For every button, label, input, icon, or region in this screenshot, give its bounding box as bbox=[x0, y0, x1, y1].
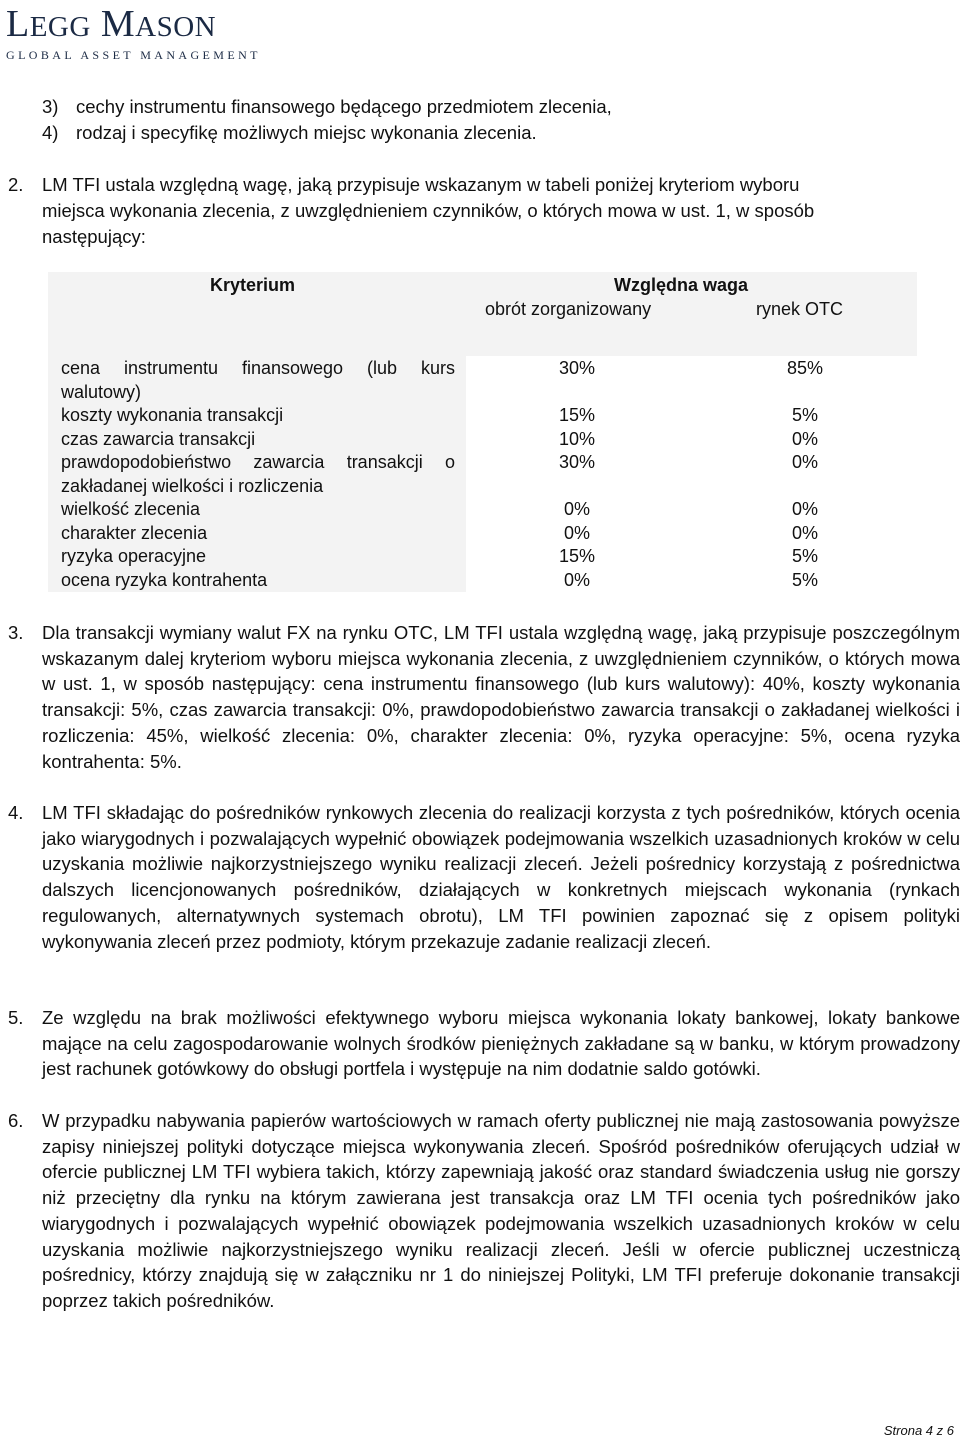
row-otc-weight: 0% bbox=[791, 523, 818, 543]
row-organized-weight: 10% bbox=[558, 429, 596, 449]
section-paragraph: Ze względu na brak możliwości efektywnego wyboru miejsca wykonania lokaty bankowej, lokaty bankowe mające na celu zagospodarowanie wolnych środków pieniężnych zakładane są w banku, w którym prowadzony jest rachunek gotówkowy do obsługi portfela i występuje na nim dodatnie saldo gotówki. bbox=[42, 1007, 960, 1080]
header-criterion: Kryterium bbox=[210, 275, 296, 295]
section-line: następujący: bbox=[42, 226, 146, 247]
row-criterion: cena instrumentu finansowego (lub kurs walutowy) bbox=[61, 358, 455, 402]
section-paragraph: Dla transakcji wymiany walut FX na rynku OTC, LM TFI ustala względną wagę, jaką przypisuje poszczególnym wskazanym dalej kryteriom wyboru miejsca wykonania zlecenia, z uwzględnieniem czynników, o których mowa w ust. 1, w sposób następujący: cena instrumentu finansowego (lub kurs walutowy): 40%, koszty wykonania transakcji: 5%, czas zawarcia transakcji: 0%, prawdopodobieństwo zawarcia transakcji o zakładanej wielkości i rozliczenia: 45%, wielkość zlecenia: 0%, charakter zlecenia: 0%, ryzyka operacyjne: 5%, ocena ryzyka kontrahenta: 5%. bbox=[42, 622, 960, 772]
section-number: 2. bbox=[8, 174, 24, 195]
list-item-number: 4) bbox=[42, 122, 59, 143]
page-number: Strona 4 z 6 bbox=[883, 1423, 954, 1438]
section-paragraph: W przypadku nabywania papierów wartościowych w ramach oferty publicznej nie mają zastosowania powyższe zapisy niniejszej polityki dotyczące miejsca wykonywania zleceń. Spośród pośredników oferujących udział w ofercie publicznej LM TFI wybiera takich, którzy zapewniają jakość oraz standard świadczenia usług nie gorszy niż przeciętny dla rynku na którym zawierana jest transakcja oraz LM TFI ocenia tych pośredników jako wiarygodnych i pozwalających wypełnić obowiązek podejmowania wszelkich uzasadnionych kroków w celu uzyskania możliwie najkorzystniejszego wyniku realizacji zleceń. Jeśli w ofercie publicznej uczestniczą pośrednicy, którzy znajdują się w załączniku nr 1 do niniejszej Polityki, LM TFI preferuje dokonanie transakcji poprzez takich pośredników. bbox=[42, 1110, 960, 1311]
section-number: 5. bbox=[8, 1007, 24, 1028]
section-line: LM TFI ustala względną wagę, jaką przypisuje wskazanym w tabeli poniżej kryteriom wyboru bbox=[42, 174, 800, 195]
row-criterion: ocena ryzyka kontrahenta bbox=[61, 570, 268, 590]
row-organized-weight: 15% bbox=[558, 546, 596, 566]
row-criterion: czas zawarcia transakcji bbox=[61, 429, 256, 449]
row-organized-weight: 30% bbox=[558, 452, 596, 472]
row-criterion: wielkość zlecenia bbox=[61, 499, 201, 519]
row-otc-weight: 0% bbox=[791, 499, 818, 519]
list-item-number: 3) bbox=[42, 96, 59, 117]
logo-name: LEGG MASON bbox=[6, 3, 217, 45]
section-number: 6. bbox=[8, 1110, 24, 1131]
row-otc-weight: 5% bbox=[791, 570, 818, 590]
row-organized-weight: 30% bbox=[558, 358, 596, 378]
logo-subtitle: GLOBAL ASSET MANAGEMENT bbox=[6, 48, 261, 62]
section-paragraph: LM TFI składając do pośredników rynkowych zlecenia do realizacji korzysta z tych pośredników, których ocenia jako wiarygodnych i pozwalających wypełnić obowiązek podejmowania wszelkich uzasadnionych kroków w celu uzyskania możliwie najkorzystniejszego wyniku realizacji zleceń. Jeżeli pośrednicy korzystają z pośrednictwa dalszych licencjonowanych pośredników, działających w konkretnych miejscach wykonania (rynkach regulowanych, alternatywnych systemach obrotu), LM TFI powinien zapoznać się z opisem polityki wykonywania zleceń przez podmioty, którym przekazuje zadanie realizacji zleceń. bbox=[42, 802, 960, 952]
company-logo bbox=[6, 3, 261, 63]
row-otc-weight: 5% bbox=[791, 405, 818, 425]
row-organized-weight: 0% bbox=[563, 523, 590, 543]
row-criterion: charakter zlecenia bbox=[61, 523, 208, 543]
list-item-text: rodzaj i specyfikę możliwych miejsc wykonania zlecenia. bbox=[76, 122, 537, 143]
row-otc-weight: 0% bbox=[791, 429, 818, 449]
row-otc-weight: 85% bbox=[786, 358, 824, 378]
row-organized-weight: 15% bbox=[558, 405, 596, 425]
header-relative-weight: Względna waga bbox=[614, 275, 749, 295]
row-organized-weight: 0% bbox=[563, 570, 590, 590]
section-number: 3. bbox=[8, 622, 24, 643]
row-criterion: ryzyka operacyjne bbox=[61, 546, 207, 566]
row-otc-weight: 0% bbox=[791, 452, 818, 472]
table-row bbox=[61, 357, 921, 404]
section-number: 4. bbox=[8, 802, 24, 823]
row-criterion: koszty wykonania transakcji bbox=[61, 405, 284, 425]
list-item-text: cechy instrumentu finansowego będącego przedmiotem zlecenia, bbox=[76, 96, 612, 117]
row-criterion: prawdopodobieństwo zawarcia transakcji o zakładanej wielkości i rozliczenia bbox=[61, 452, 455, 496]
header-organized-market: obrót zorganizowany bbox=[485, 299, 652, 319]
section-line: miejsca wykonania zlecenia, z uwzględnieniem czynników, o których mowa w ust. 1, w sposób bbox=[42, 200, 815, 221]
row-otc-weight: 5% bbox=[791, 546, 818, 566]
header-otc-market: rynek OTC bbox=[756, 299, 844, 319]
row-organized-weight: 0% bbox=[563, 499, 590, 519]
